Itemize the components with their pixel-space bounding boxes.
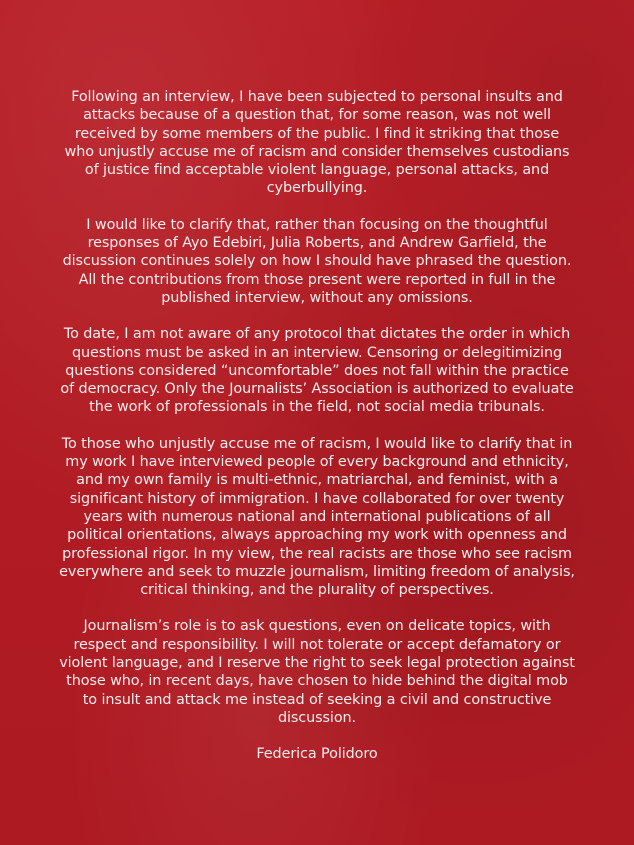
paragraph-racism-response: To those who unjustly accuse me of racism, I would like to clarify that in my work I have interviewed people of every background and ethnicity, and my own family is multi-ethnic, matriarchal, and feminist, with a significant history of immigration. I have collaborated for over twenty years with numerous national and international publications of all political orientations, always approaching my work with openness and professional rigor. In my view, the real racists are those who see racism everywhere and seek to muzzle journalism, limiting freedom of analysis, critical thinking, and the plurality of perspectives. xyxy=(59,435,575,599)
paragraph-interview-insults: Following an interview, I have been subjected to personal insults and attacks because of a question that, for some reason, was not well received by some members of the public. I find it striking that those who unjustly accuse me of racism and consider themselves custodians of justice find acceptable violent language, personal attacks, and cyberbullying. xyxy=(64,89,570,197)
statement-body xyxy=(0,88,634,782)
paragraph-question-protocol: To date, I am not aware of any protocol that dictates the order in which questions must be asked in an interview. Censoring or delegitimizing questions considered “uncomfortable” does not fall within the practice of democracy. Only the Journalists’ Association is authorized to evaluate the work of professionals in the field, not social media tribunals. xyxy=(60,326,574,416)
signature: Federica Polidoro xyxy=(256,746,378,763)
paragraph-clarification-discussion: I would like to clarify that, rather than focusing on the thoughtful responses of Ayo Edebiri, Julia Roberts, and Andrew Garfield, the discussion continues solely on how I should have phrased the question. All the contributions from those present were reported in full in the published interview, without any omissions. xyxy=(62,216,572,306)
paragraph-journalism-role: Journalism’s role is to ask questions, even on delicate topics, with respect and responsibility. I will not tolerate or accept defamatory or violent language, and I reserve the right to seek legal protection against those who, in recent days, have chosen to hide behind the digital mob to insult and attack me instead of seeking a civil and constructive discussion. xyxy=(59,618,575,726)
